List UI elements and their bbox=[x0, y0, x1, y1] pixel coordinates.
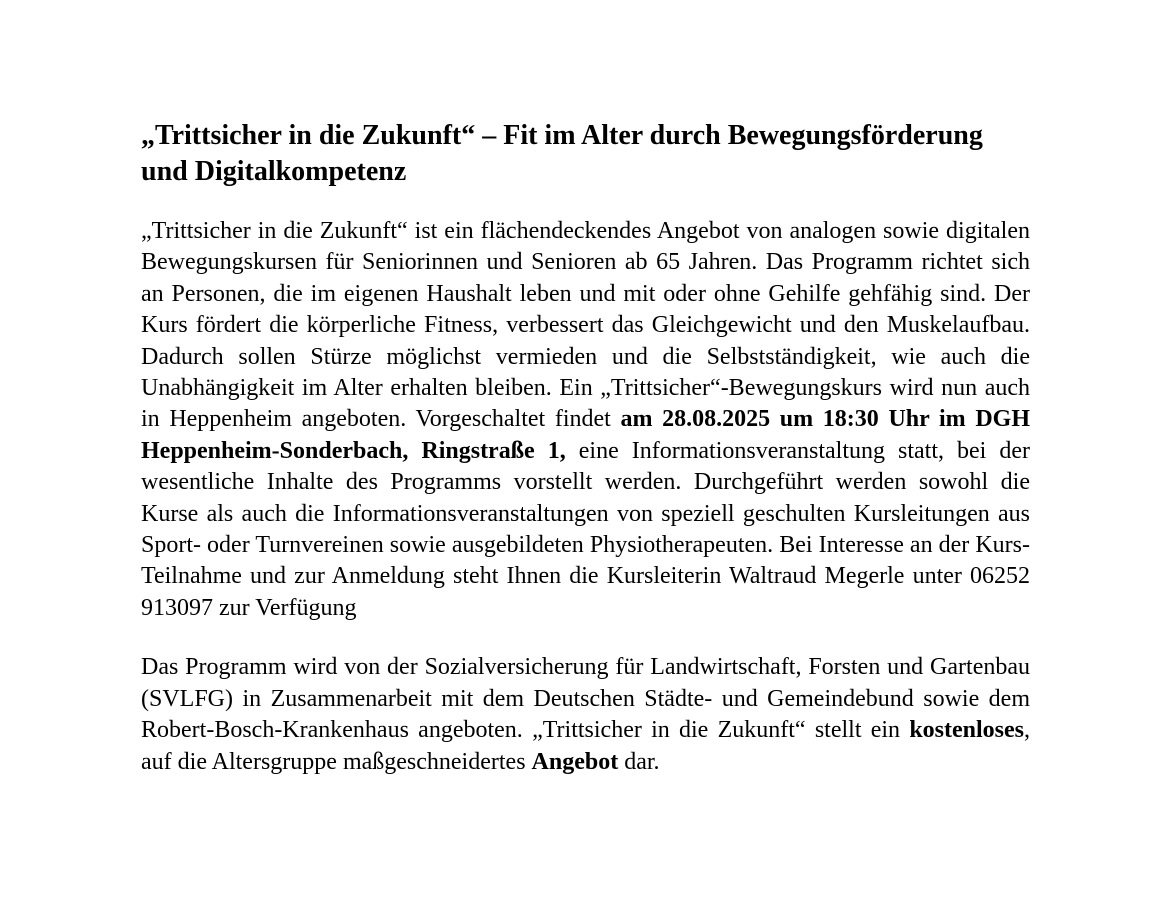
offer-emphasis-bold: Angebot bbox=[531, 748, 619, 775]
document-title: „Trittsicher in die Zukunft“ – Fit im Alter durch Bewegungsförderung und Digitalkompetenz bbox=[141, 120, 983, 187]
paragraph1-text-part1: „Trittsicher in die Zukunft“ ist ein flächendeckendes Angebot von analogen sowie digitalen Bewegungskursen für Seniorinnen und Senioren ab 65 Jahren. Das Programm richtet sich an Personen, die im eigenen Haushalt leben und mit oder ohne Gehilfe gehfähig sind. Der Kurs fördert die körperliche Fitness, verbessert das Gleichgewicht und den Muskelaufbau. Dadurch sollen Stürze möglichst vermieden und die Selbstständigkeit, wie auch die Unabhängigkeit im Alter erhalten bleiben. Ein „Trittsicher“-Bewegungskurs wird nun auch in Heppenheim angeboten. Vorgeschaltet findet bbox=[141, 218, 1030, 433]
free-emphasis-bold: kostenloses bbox=[909, 717, 1024, 744]
paragraph-program-description bbox=[141, 216, 1030, 624]
paragraph1-text-part2: eine Informationsveranstaltung statt, bei der wesentliche Inhalte des Programms vorstellt werden. Durchgeführt werden sowohl die Kurse als auch die Informationsveranstaltungen von speziell geschulten Kursleitungen aus Sport- oder Turnvereinen sowie ausgebildeten Physiotherapeuten. Bei Interesse an der Kurs-Teilnahme und zur Anmeldung steht Ihnen die Kursleiterin Waltraud Megerle unter 06252 913097 zur Verfügung bbox=[141, 437, 1031, 621]
document-page bbox=[141, 118, 1030, 778]
event-details-bold: am 28.08.2025 um 18:30 Uhr im DGH Heppenheim-Sonderbach, Ringstraße 1, bbox=[141, 406, 1030, 464]
paragraph-program-sponsors bbox=[141, 652, 1030, 778]
paragraph2-text-part1: Das Programm wird von der Sozialversicherung für Landwirtschaft, Forsten und Gartenbau (SVLFG) in Zusammenarbeit mit dem Deutschen Städte- und Gemeindebund sowie dem Robert-Bosch-Krankenhaus angeboten. „Trittsicher in die Zukunft“ stellt ein bbox=[141, 654, 1030, 744]
paragraph2-text-part3: dar. bbox=[618, 748, 660, 775]
paragraph2-text-part2: , auf die Altersgruppe maßgeschneidertes bbox=[141, 717, 1030, 775]
